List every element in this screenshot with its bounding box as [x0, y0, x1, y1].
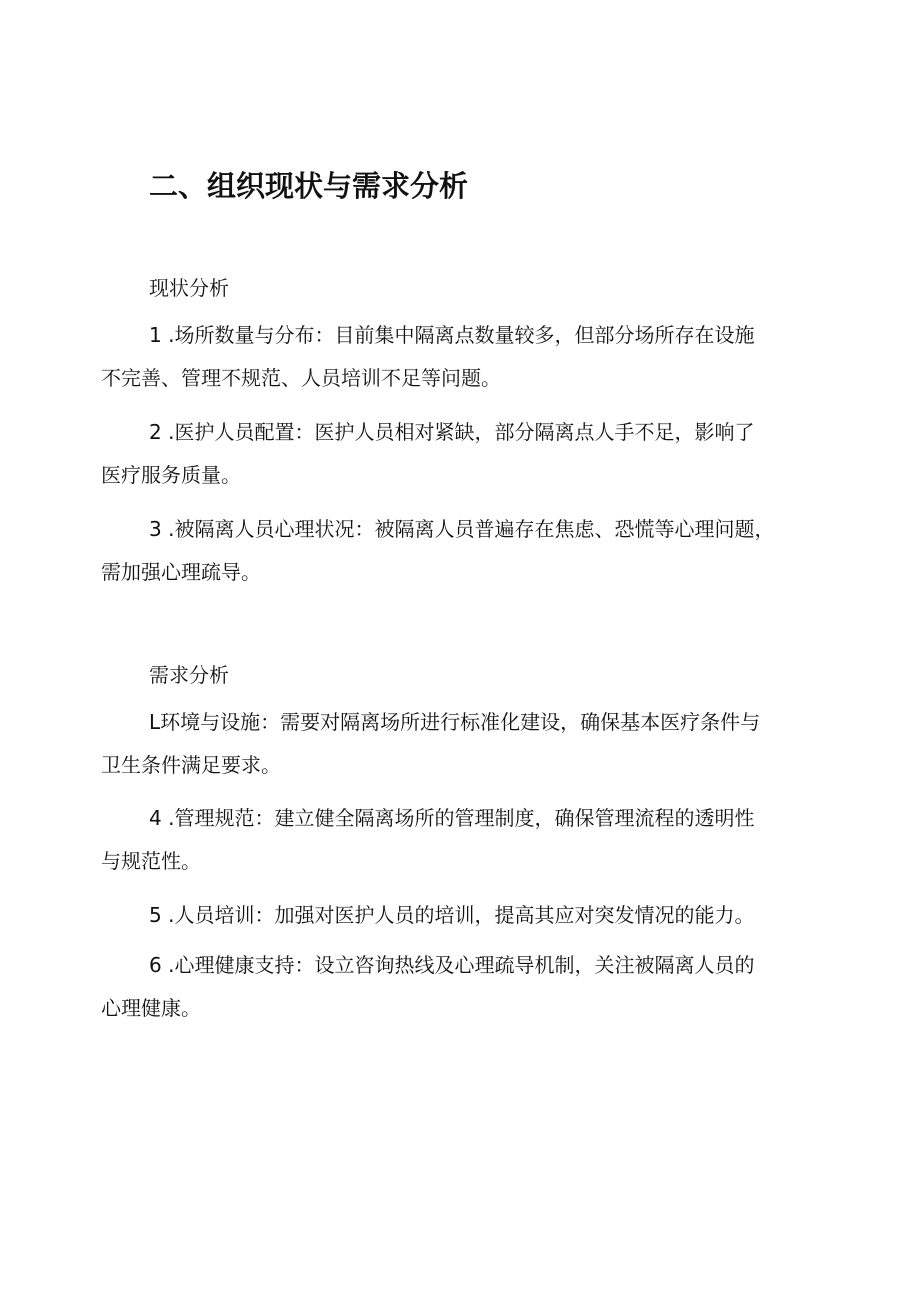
status-item-2-line-2: 医疗服务质量。: [101, 463, 241, 487]
status-item-1: [101, 314, 831, 400]
needs-item-1-line-2: 卫生条件满足要求。: [101, 753, 281, 777]
status-item-1-line-1: 1 .场所数量与分布：目前集中隔离点数量较多，但部分场所存在设施: [149, 323, 755, 347]
needs-item-4-line-2: 心理健康。: [101, 996, 201, 1020]
current-status-heading: 现状分析: [149, 276, 229, 300]
needs-item-1: [101, 701, 831, 787]
status-item-2: [101, 411, 831, 497]
status-item-3: [101, 508, 831, 594]
section-title: 二、组织现状与需求分析: [149, 169, 469, 203]
status-item-3-line-2: 需加强心理疏导。: [101, 560, 261, 584]
needs-item-3-line-1: 5 .人员培训：加强对医护人员的培训，提高其应对突发情况的能力。: [149, 903, 755, 927]
needs-analysis-heading: 需求分析: [149, 663, 229, 687]
needs-item-2-line-2: 与规范性。: [101, 849, 201, 873]
status-item-1-line-2: 不完善、管理不规范、人员培训不足等问题。: [101, 366, 501, 390]
needs-item-4-line-1: 6 .心理健康支持：设立咨询热线及心理疏导机制，关注被隔离人员的: [149, 953, 755, 977]
status-item-2-line-1: 2 .医护人员配置：医护人员相对紧缺，部分隔离点人手不足，影响了: [149, 420, 755, 444]
needs-item-1-line-1: L环境与设施：需要对隔离场所进行标准化建设，确保基本医疗条件与: [149, 710, 761, 734]
needs-item-4: [101, 944, 831, 1030]
needs-item-2-line-1: 4 .管理规范：建立健全隔离场所的管理制度，确保管理流程的透明性: [149, 806, 755, 830]
needs-item-2: [101, 797, 831, 883]
status-item-3-line-1: 3 .被隔离人员心理状况：被隔离人员普遍存在焦虑、恐慌等心理问题，: [149, 517, 775, 541]
needs-item-3: [101, 894, 831, 937]
